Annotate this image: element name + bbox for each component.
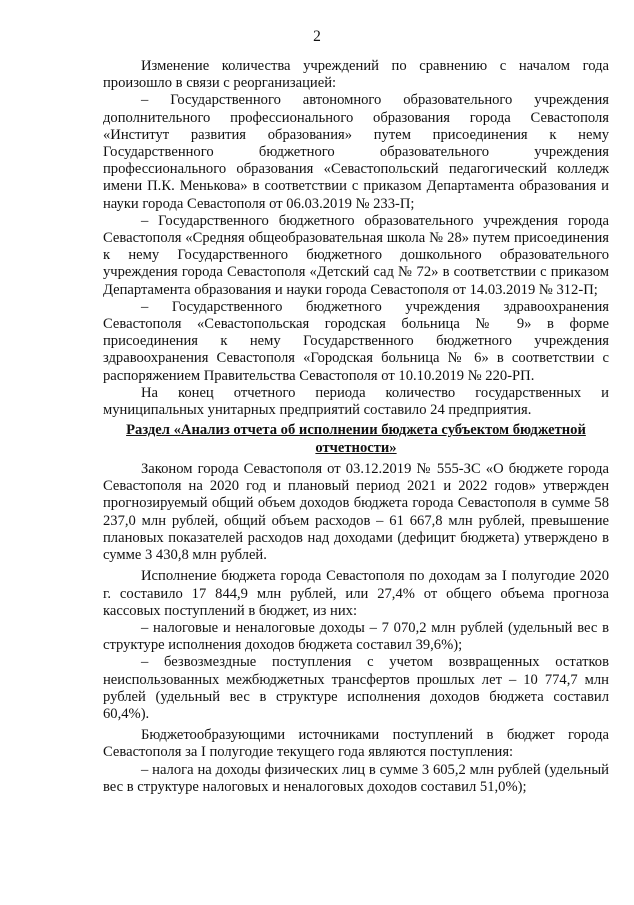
reorganization-item-3: – Государственного бюджетного учреждения здравоохранения Севастополя «Севастопольская городская больница № 9» в форме присоединения к нему Государственного бюджетного учреждения здравоохранения Севастополя «Городская больница № 6» в соответствии с распоряжением Правительства Севастополя от 10.10.2019 № 220-РП.: [103, 298, 609, 384]
section-heading: Раздел «Анализ отчета об исполнении бюджета субъектом бюджетной отчетности»: [126, 422, 586, 456]
sources-item-1: – налога на доходы физических лиц в сумме 3 605,2 млн рублей (удельный вес в структуре налоговых и неналоговых доходов составил 51,0%);: [103, 761, 609, 795]
document-body: [103, 58, 609, 796]
income-item-2: – безвозмездные поступления с учетом возвращенных остатков неиспользованных межбюджетных трансфертов прошлых лет – 10 774,7 млн рублей (удельный вес в структуре исполнения доходов бюджета составил 60,4%).: [103, 654, 609, 722]
reorganization-item-1: – Государственного автономного образовательного учреждения дополнительного профессионального образования города Севастополя «Институт развития образования» путем присоединения к нему Государственного бюджетного образовательного учреждения профессионального образования «Севастопольский педагогический колледж имени П.К. Менькова» в соответствии с приказом Департамента образования и науки города Севастополя от 06.03.2019 № 233-П;: [103, 92, 609, 212]
law-paragraph: Законом города Севастополя от 03.12.2019 № 555-ЗС «О бюджете города Севастополя на 2020 год и плановый период 2021 и 2022 годов» утвержден прогнозируемый общий объем доходов бюджета города Севастополя в сумме 58 237,0 млн рублей, общий объем расходов – 61 667,8 млн рублей, превышение плановых показателей расходов над доходами (дефицит бюджета) утверждено в сумме 3 430,8 млн рублей.: [103, 461, 609, 564]
intro-paragraph: Изменение количества учреждений по сравнению с началом года произошло в связи с реорганизацией:: [103, 58, 609, 92]
execution-paragraph: Исполнение бюджета города Севастополя по доходам за I полугодие 2020 г. составило 17 844,9 млн рублей, или 27,4% от общего объема прогноза кассовых поступлений в бюджет, из них:: [103, 568, 609, 619]
reorganization-item-2: – Государственного бюджетного образовательного учреждения города Севастополя «Средняя общеобразовательная школа № 28» путем присоединения к нему Государственного бюджетного дошкольного образовательного учреждения города Севастополя «Детский сад № 72» в соответствии с приказом Департамента образования и науки города Севастополя от 14.03.2019 № 312-П;: [103, 212, 609, 298]
page-number: 2: [313, 28, 321, 45]
sources-paragraph: Бюджетообразующими источниками поступлений в бюджет города Севастополя за I полугодие текущего года являются поступления:: [103, 727, 609, 761]
income-item-1: – налоговые и неналоговые доходы – 7 070,2 млн рублей (удельный вес в структуре исполнения доходов бюджета составил 39,6%);: [103, 619, 609, 654]
enterprises-paragraph: На конец отчетного периода количество государственных и муниципальных унитарных предприятий составило 24 предприятия.: [103, 384, 609, 419]
